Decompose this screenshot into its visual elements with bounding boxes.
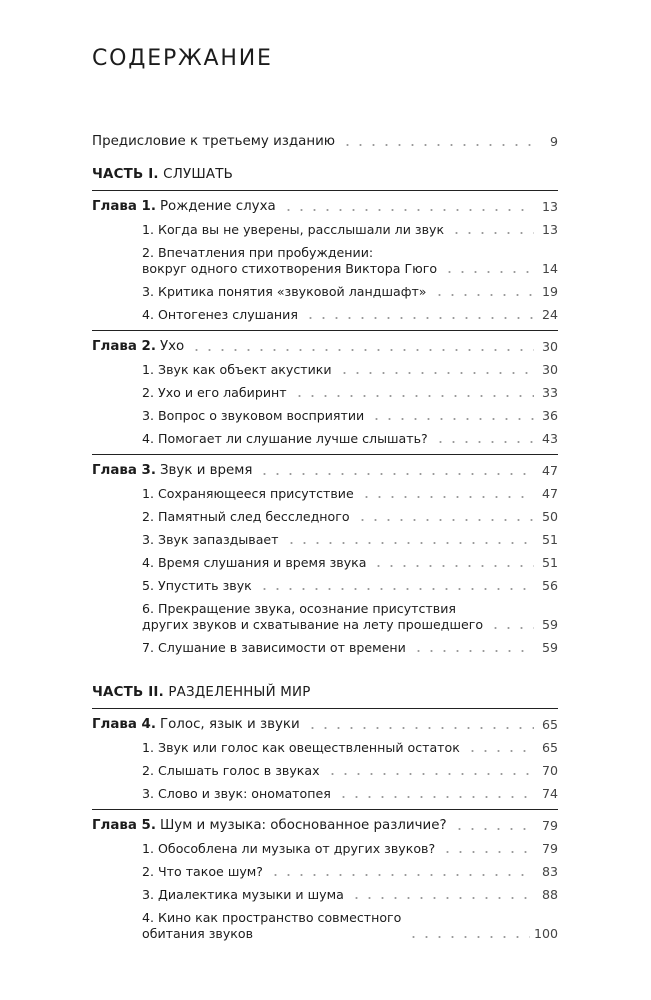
section-title-line: 6. Прекращение звука, осознание присутствия xyxy=(142,601,456,616)
dot-leader xyxy=(269,874,534,876)
section-title xyxy=(142,555,366,571)
chapter-label: Глава 4. xyxy=(92,717,156,732)
section-title-line: 3. Критика понятия «звуковой ландшафт» xyxy=(142,284,427,299)
toc-entry-section[interactable] xyxy=(92,245,558,277)
dot-leader xyxy=(372,565,534,567)
dot-leader xyxy=(434,441,534,443)
section-title-line: 2. Впечатления при пробуждении: xyxy=(142,245,374,260)
page-number: 43 xyxy=(541,431,558,446)
section-title xyxy=(142,864,263,880)
section-title-line: 3. Звук запаздывает xyxy=(142,532,279,547)
dot-leader xyxy=(337,796,534,798)
section-title xyxy=(142,509,350,525)
toc-entry-section[interactable] xyxy=(92,486,558,502)
page-number: 30 xyxy=(541,362,558,377)
section-title-line: 3. Слово и звук: ономатопея xyxy=(142,786,331,801)
page-number: 33 xyxy=(541,385,558,400)
chapter-title: Шум и музыка: обоснованное различие? xyxy=(159,818,447,833)
section-title-line: 2. Памятный след бесследного xyxy=(142,509,350,524)
section-title xyxy=(142,307,298,323)
section-title-line: 1. Звук как объект акустики xyxy=(142,362,332,377)
toc-entry-section[interactable] xyxy=(92,578,558,594)
section-title-line: 4. Помогает ли слушание лучше слышать? xyxy=(142,431,428,446)
chapter-label: Глава 5. xyxy=(92,818,156,833)
dot-leader xyxy=(412,650,534,652)
chapter-heading xyxy=(92,199,276,215)
section-title-line: 3. Диалектика музыки и шума xyxy=(142,887,344,902)
toc-entry-section[interactable] xyxy=(92,910,558,942)
section-title xyxy=(142,841,435,857)
toc-entry-section[interactable] xyxy=(92,841,558,857)
page-number: 74 xyxy=(541,786,558,801)
section-title xyxy=(142,532,279,548)
page-number: 19 xyxy=(541,284,558,299)
section-title xyxy=(142,245,437,277)
page-number: 51 xyxy=(541,555,558,570)
section-title xyxy=(142,222,444,238)
part-label: ЧАСТЬ II. xyxy=(92,685,164,700)
toc-entry-preface[interactable] xyxy=(92,134,558,150)
dot-leader xyxy=(360,496,534,498)
dot-leader xyxy=(190,349,534,351)
section-title-line: 4. Кино как пространство совместного xyxy=(142,910,402,925)
section-title-line: 2. Что такое шум? xyxy=(142,864,263,879)
toc-entry-section[interactable] xyxy=(92,307,558,323)
section-title xyxy=(142,910,401,942)
dot-leader xyxy=(341,144,534,146)
toc-entry-section[interactable] xyxy=(92,740,558,756)
toc-entry-section[interactable] xyxy=(92,640,558,656)
dot-leader xyxy=(258,588,534,590)
section-title-line: 1. Когда вы не уверены, расслышали ли звук xyxy=(142,222,445,237)
toc-entry-chapter[interactable] xyxy=(92,199,558,215)
page-number: 59 xyxy=(541,640,558,655)
section-title xyxy=(142,486,354,502)
toc-entry-section[interactable] xyxy=(92,431,558,447)
dot-leader xyxy=(453,828,534,830)
page-number: 24 xyxy=(541,307,558,322)
page-number: 59 xyxy=(541,617,558,632)
chapter-heading xyxy=(92,818,447,834)
page-number: 13 xyxy=(541,199,558,214)
toc-entry-section[interactable] xyxy=(92,284,558,300)
page-title: СОДЕРЖАНИЕ xyxy=(92,46,273,71)
section-title xyxy=(142,740,460,756)
dot-leader xyxy=(304,317,534,319)
toc-entry-section[interactable] xyxy=(92,385,558,401)
chapter-label: Глава 1. xyxy=(92,199,156,214)
chapter-block xyxy=(92,190,558,323)
toc-entry-section[interactable] xyxy=(92,887,558,903)
section-title xyxy=(142,362,332,378)
toc-entry-section[interactable] xyxy=(92,786,558,802)
dot-leader xyxy=(338,372,534,374)
dot-leader xyxy=(293,395,534,397)
section-title xyxy=(142,431,428,447)
dot-leader xyxy=(258,473,534,475)
toc-entry-chapter[interactable] xyxy=(92,339,558,355)
page-number: 79 xyxy=(541,841,558,856)
chapter-block xyxy=(92,330,558,447)
section-title xyxy=(142,408,364,424)
section-title xyxy=(142,601,483,633)
toc-entry-section[interactable] xyxy=(92,408,558,424)
chapter-title: Ухо xyxy=(159,339,185,354)
section-title xyxy=(142,640,406,656)
section-title-line: 1. Сохраняющееся присутствие xyxy=(142,486,354,501)
page-number: 70 xyxy=(541,763,558,778)
toc-entry-section[interactable] xyxy=(92,509,558,525)
chapter-title: Рождение слуха xyxy=(159,199,276,214)
page-number: 14 xyxy=(541,261,558,276)
page-number: 100 xyxy=(533,926,558,941)
page-number: 50 xyxy=(541,509,558,524)
chapter-heading xyxy=(92,339,184,355)
section-title-line: 7. Слушание в зависимости от времени xyxy=(142,640,406,655)
part-title: РАЗДЕЛЕННЫЙ МИР xyxy=(168,685,311,700)
toc-entry-chapter[interactable] xyxy=(92,818,558,834)
page-number: 79 xyxy=(541,818,558,833)
section-title xyxy=(142,385,287,401)
chapter-block xyxy=(92,708,558,802)
dot-leader xyxy=(443,271,534,273)
toc-entry-section[interactable] xyxy=(92,763,558,779)
page-number: 9 xyxy=(549,134,558,149)
page-number: 36 xyxy=(541,408,558,423)
dot-leader xyxy=(370,418,534,420)
page-number: 47 xyxy=(541,486,558,501)
chapter-label: Глава 2. xyxy=(92,339,156,354)
chapter-heading xyxy=(92,717,300,733)
page-number: 65 xyxy=(541,740,558,755)
section-title xyxy=(142,786,331,802)
toc-entry-section[interactable] xyxy=(92,222,558,238)
section-title-line: 4. Онтогенез слушания xyxy=(142,307,298,322)
dot-leader xyxy=(350,897,534,899)
page-number: 83 xyxy=(541,864,558,879)
page-number: 65 xyxy=(541,717,558,732)
page-number: 30 xyxy=(541,339,558,354)
section-title-line: 4. Время слушания и время звука xyxy=(142,555,367,570)
toc-entry-chapter[interactable] xyxy=(92,463,558,479)
dot-leader xyxy=(433,294,535,296)
page-number: 51 xyxy=(541,532,558,547)
section-title-line: 2. Ухо и его лабиринт xyxy=(142,385,287,400)
chapter-block xyxy=(92,809,558,942)
page-number: 88 xyxy=(541,887,558,902)
chapter-title: Голос, язык и звуки xyxy=(159,717,300,732)
dot-leader xyxy=(285,542,534,544)
toc-entry-section[interactable] xyxy=(92,532,558,548)
chapter-heading xyxy=(92,463,252,479)
section-title-line: других звуков и схватывание на лету прошедшего xyxy=(142,617,484,632)
part-title: СЛУШАТЬ xyxy=(163,167,233,182)
toc-entry-section[interactable] xyxy=(92,555,558,571)
page-number: 56 xyxy=(541,578,558,593)
toc-entry-section[interactable] xyxy=(92,864,558,880)
table-of-contents xyxy=(92,134,558,942)
toc-entry-section[interactable] xyxy=(92,362,558,378)
part-label: ЧАСТЬ I. xyxy=(92,167,159,182)
dot-leader xyxy=(441,851,534,853)
section-title xyxy=(142,887,344,903)
toc-entry-chapter[interactable] xyxy=(92,717,558,733)
dot-leader xyxy=(306,727,534,729)
section-title-line: 5. Упустить звук xyxy=(142,578,252,593)
dot-leader xyxy=(466,750,534,752)
chapter-label: Глава 3. xyxy=(92,463,156,478)
toc-entry-section[interactable] xyxy=(92,601,558,633)
section-title-line: 3. Вопрос о звуковом восприятии xyxy=(142,408,365,423)
chapter-block xyxy=(92,454,558,656)
part-heading xyxy=(92,167,558,183)
dot-leader xyxy=(450,232,534,234)
dot-leader xyxy=(282,209,534,211)
section-title-line: 1. Звук или голос как овеществленный остаток xyxy=(142,740,460,755)
section-title-line: обитания звуков xyxy=(142,926,254,941)
chapter-title: Звук и время xyxy=(159,463,253,478)
page-number: 13 xyxy=(541,222,558,237)
section-title-line: 1. Обособлена ли музыка от других звуков? xyxy=(142,841,436,856)
section-title xyxy=(142,284,427,300)
preface-title: Предисловие к третьему изданию xyxy=(92,134,336,149)
section-title xyxy=(142,578,252,594)
dot-leader xyxy=(326,773,534,775)
dot-leader xyxy=(489,627,534,629)
section-title xyxy=(142,763,320,779)
section-title-line: 2. Слышать голос в звуках xyxy=(142,763,320,778)
page-number: 47 xyxy=(541,463,558,478)
section-title-line: вокруг одного стихотворения Виктора Гюго xyxy=(142,261,438,276)
dot-leader xyxy=(407,936,530,938)
dot-leader xyxy=(356,519,534,521)
part-heading xyxy=(92,685,558,701)
